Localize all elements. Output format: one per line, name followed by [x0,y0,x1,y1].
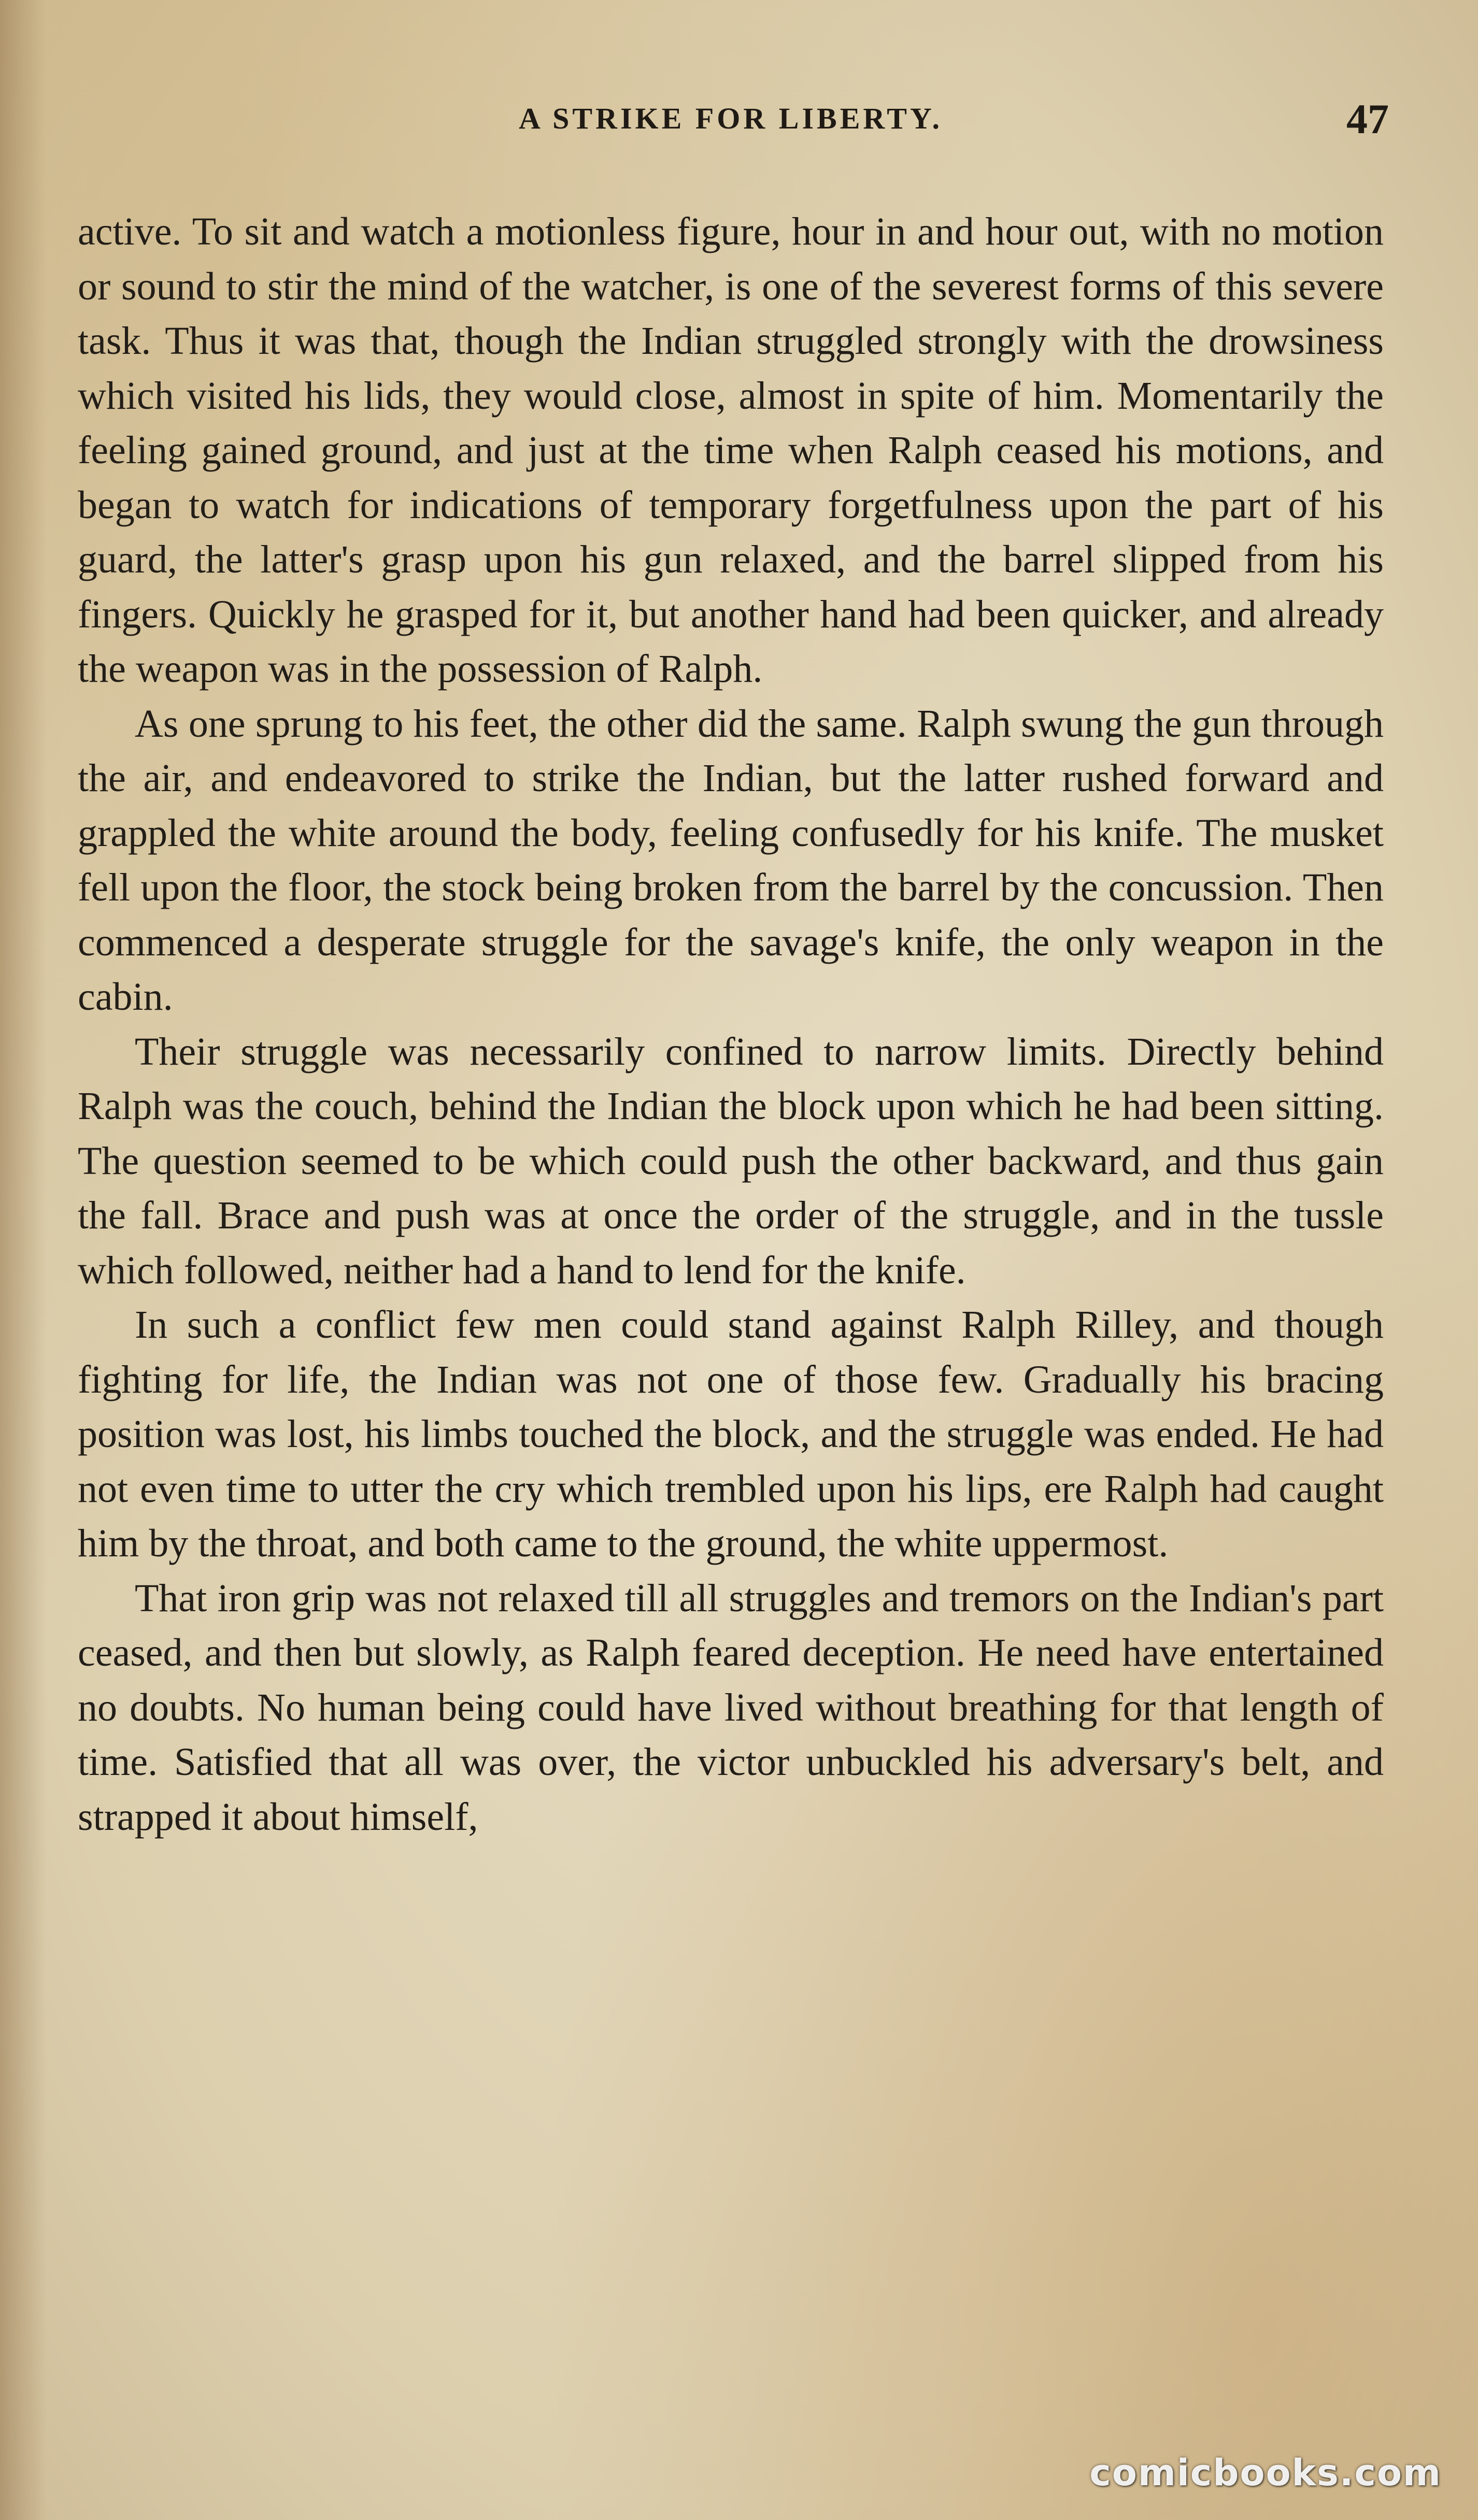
body-text [78,205,1384,1844]
page-edge-shadow [0,0,47,2520]
paragraph-1: active. To sit and watch a motionless figure, hour in and hour out, with no motion or sound to stir the mind of the watcher, is one of the severest forms of this severe task. Thus it was that, though the Indian struggled strongly with the drowsiness which visited his lids, they would close, almost in spite of him. Momentarily the feeling gained ground, and just at the time when Ralph ceased his motions, and began to watch for indications of temporary forgetfulness upon the part of his guard, the latter's grasp upon his gun relaxed, and the barrel slipped from his fingers. Quickly he grasped for it, but another hand had been quicker, and already the weapon was in the possession of Ralph. [78,210,1384,691]
page-header [78,95,1389,158]
watermark-logo: comicbooks.com [1089,2452,1442,2494]
page-number: 47 [1346,95,1389,142]
paragraph-3: Their struggle was necessarily confined to narrow limits. Directly behind Ralph was the couch, behind the Indian the block upon which he had been sitting. The question seemed to be which could push the other backward, and thus gain the fall. Brace and push was at once the order of the struggle, and in the tussle which followed, neither had a hand to lend for the knife. [78,1029,1384,1292]
paragraph-5: That iron grip was not relaxed till all struggles and tremors on the Indian's part ceased, and then but slowly, as Ralph feared deception. He need have entertained no doubts. No human being could have lived without breathing for that length of time. Satisfied that all was over, the victor unbuckled his adversary's belt, and strapped it about himself, [78,1576,1384,1839]
running-head: A STRIKE FOR LIBERTY. [518,102,943,135]
paragraph-4: In such a conflict few men could stand against Ralph Rilley, and though fighting for life, the Indian was not one of those few. Gradually his bracing position was lost, his limbs touched the block, and the struggle was ended. He had not even time to utter the cry which trembled upon his lips, ere Ralph had caught him by the throat, and both came to the ground, the white uppermost. [78,1303,1384,1565]
paragraph-2: As one sprung to his feet, the other did the same. Ralph swung the gun through the air, and endeavored to strike the Indian, but the latter rushed forward and grappled the white around the body, feeling confusedly for his knife. The musket fell upon the floor, the stock being broken from the barrel by the concussion. Then commenced a desperate struggle for the savage's knife, the only weapon in the cabin. [78,701,1384,1019]
